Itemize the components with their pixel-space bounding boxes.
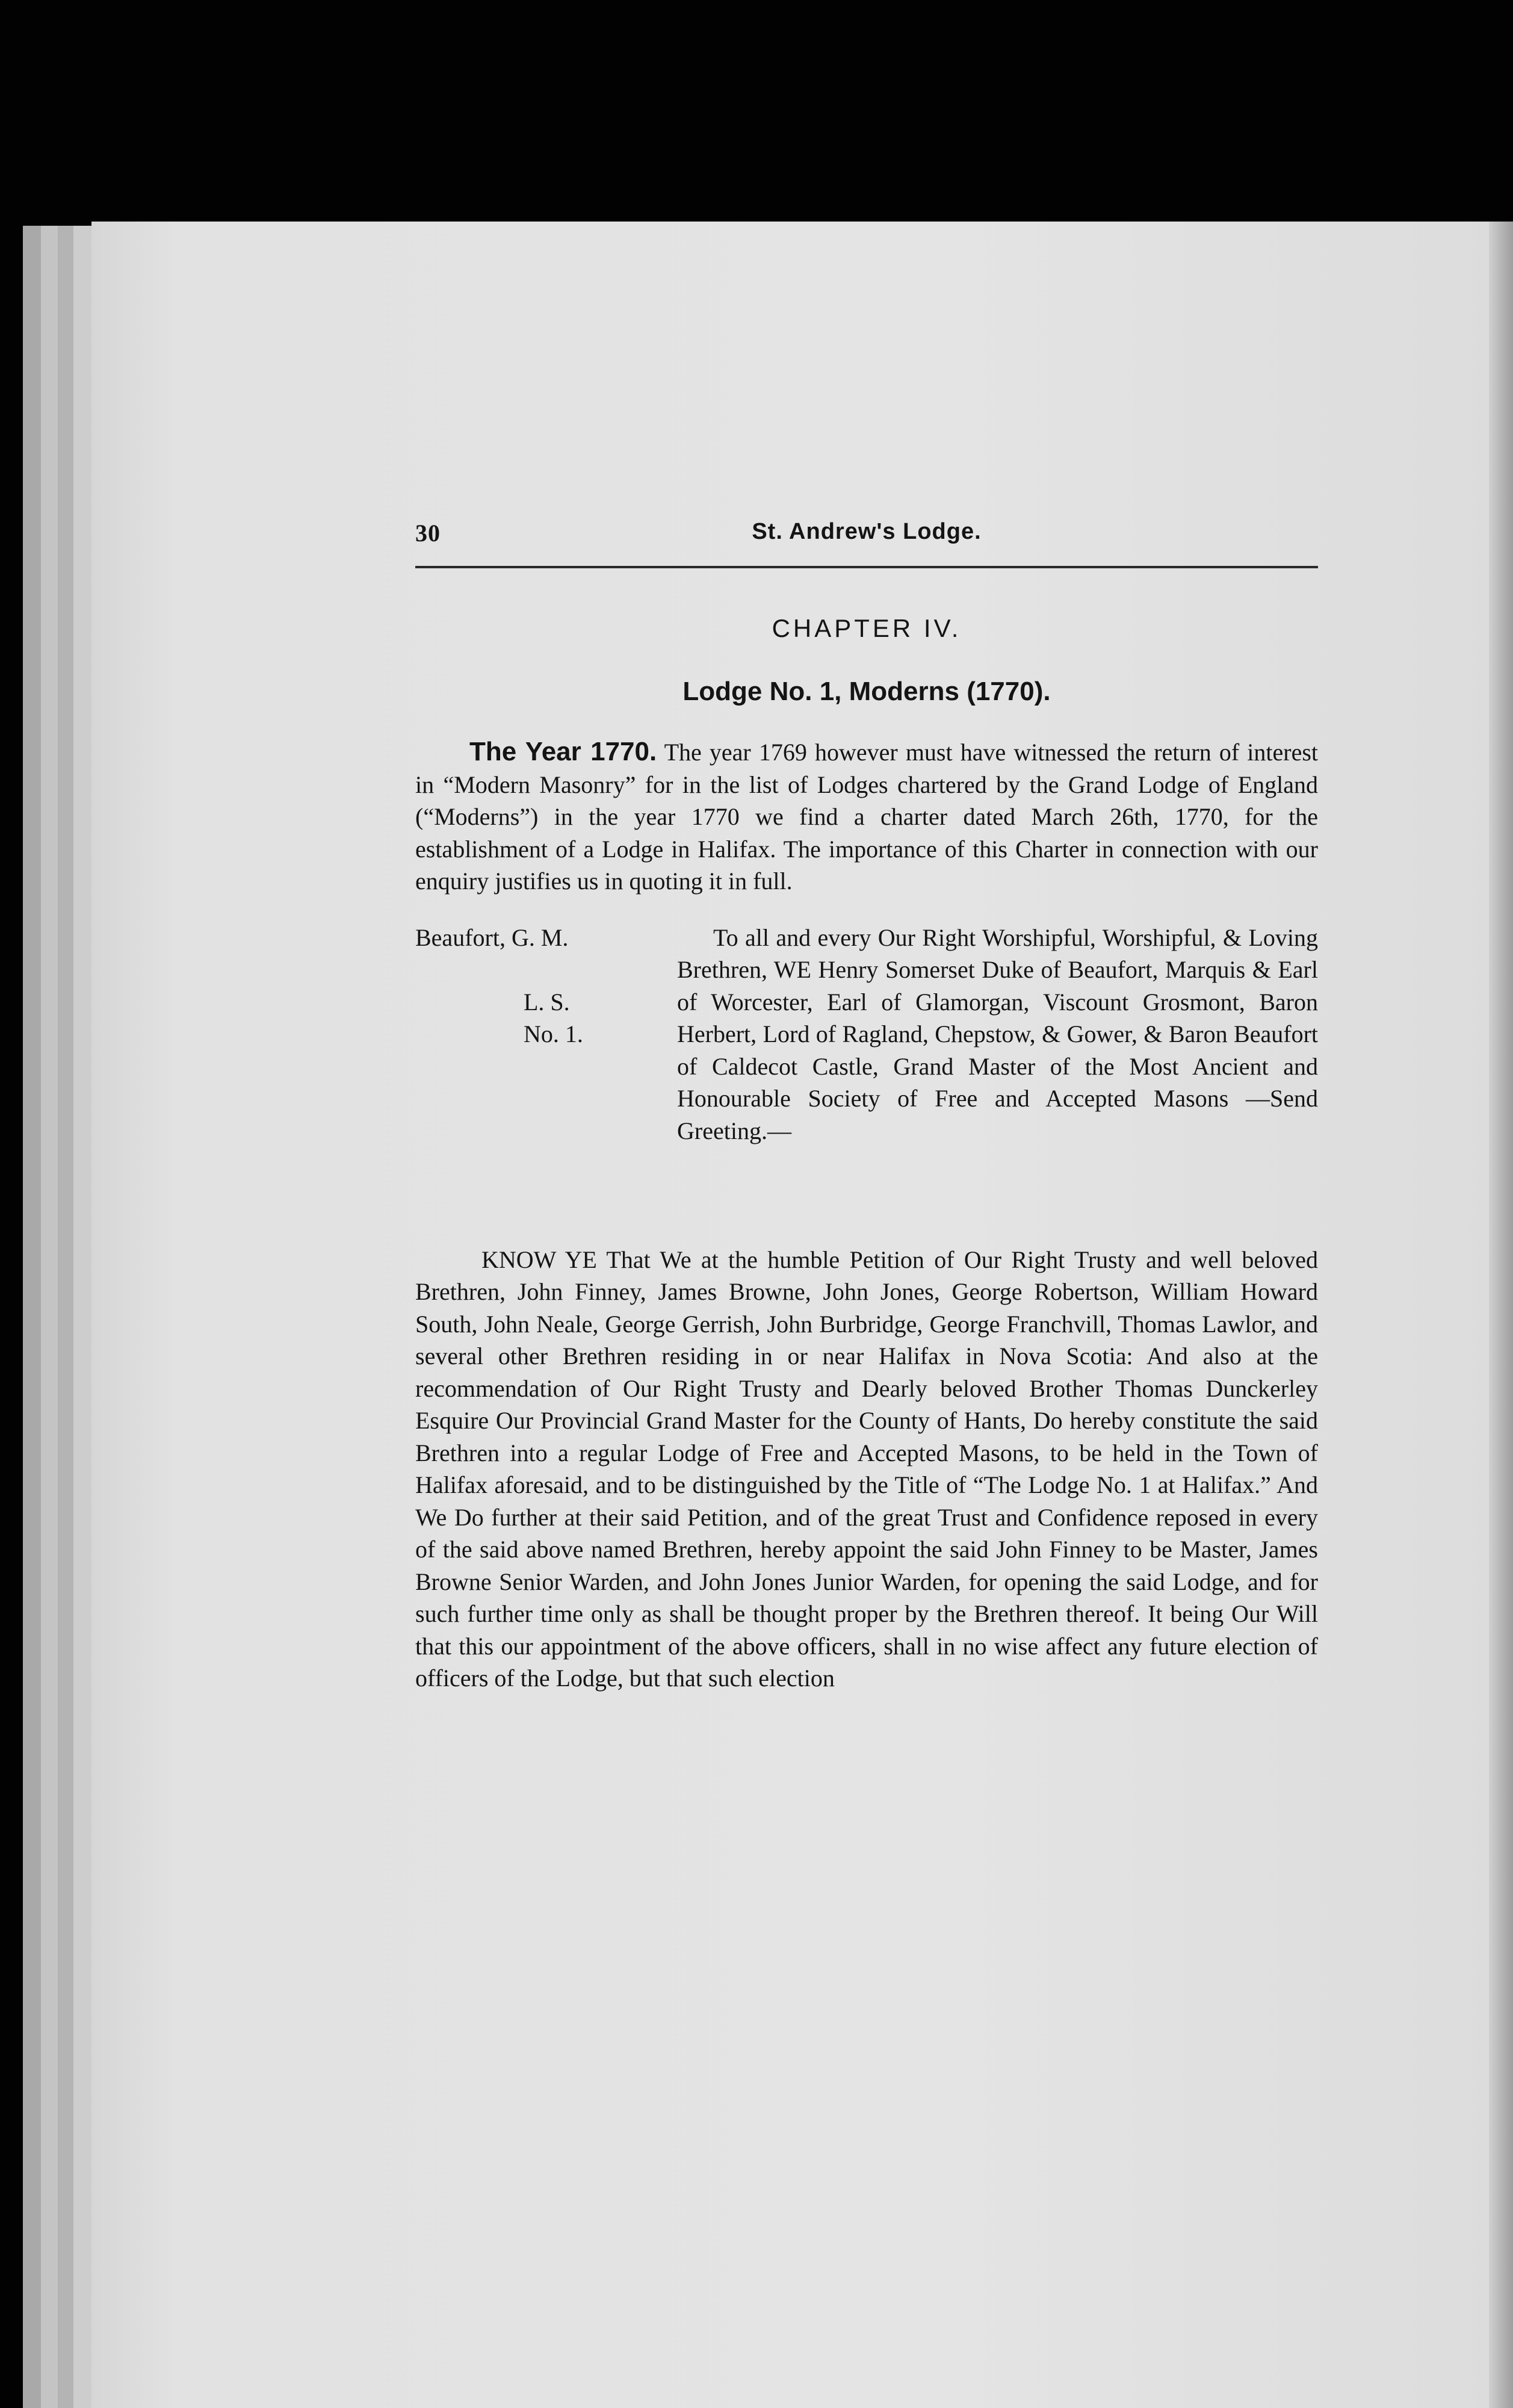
section-lead: The Year 1770. — [469, 737, 657, 766]
charter-margin — [415, 922, 668, 1050]
margin-seal: L. S. — [524, 988, 570, 1016]
page-edge — [73, 226, 91, 2408]
page-number: 30 — [415, 520, 441, 547]
intro-paragraph — [415, 736, 1318, 898]
page-gutter — [1489, 222, 1513, 2408]
charter-greeting: To all and every Our Right Worshipful, Worshipful, & Loving Brethren, WE Henry Somerset Duke of Beaufort, Marquis & Earl of Worcester, Earl of Glamorgan, Viscount Grosmont, Baron Herbert, Lord of Ragland, Chepstow, & Gower, & Baron Beaufort of Caldecot Castle, Grand Master of the Most Ancient and Honourable Society of Free and Accepted Masons —Send Greeting.— — [677, 923, 1318, 1144]
page-edge — [23, 226, 41, 2408]
charter-block — [415, 922, 1318, 1244]
charter-body: KNOW YE That We at the humble Petition of Our Right Trusty and well beloved Brethren, John Finney, James Browne, John Jones, George Robertson, William Howard South, John Neale, George Gerrish, John Burbridge, George Franchvill, Thomas Lawlor, and several other Brethren residing in or near Halifax in Nova Scotia: And also at the recommendation of Our Right Trusty and Dearly beloved Brother Thomas Dunckerley Esquire Our Provincial Grand Master for the County of Hants, Do hereby constitute the said Brethren into a regular Lodge of Free and Accepted Masons, to be held in the Town of Halifax aforesaid, and to be distinguished by the Title of “The Lodge No. 1 at Halifax.” And We Do further at their said Petition, and of the great Trust and Confidence reposed in every of the said above named Brethren, hereby appoint the said John Finney to be Master, James Browne Senior Warden, and John Jones Junior Warden, for opening the said Lodge, and for such further time only as shall be thought proper by the Brethren thereof. It being Our Will that this our appointment of the above officers, shall in no wise affect any future election of officers of the Lodge, but that such election — [415, 1246, 1318, 1692]
intro-text: The year 1769 however must have witnessed the return of interest in “Modern Masonry” for in the list of Lodges chartered by the Grand Lodge of England (“Moderns”) in the year 1770 we find a charter dated March 26th, 1770, for the establishment of a Lodge in Halifax. The importance of this Charter in connection with our enquiry justifies us in quoting it in full. — [415, 739, 1319, 895]
chapter-heading: CHAPTER IV. — [772, 614, 962, 642]
page-edge — [58, 226, 73, 2408]
running-head — [415, 512, 1318, 548]
page-edge — [41, 226, 58, 2408]
chapter-subheading: Lodge No. 1, Moderns (1770). — [682, 677, 1051, 706]
margin-number: No. 1. — [524, 1020, 583, 1047]
header-rule — [415, 566, 1318, 568]
margin-signature: Beaufort, G. M. — [415, 923, 569, 951]
page-content — [415, 512, 1318, 1719]
running-title: St. Andrew's Lodge. — [752, 519, 982, 544]
